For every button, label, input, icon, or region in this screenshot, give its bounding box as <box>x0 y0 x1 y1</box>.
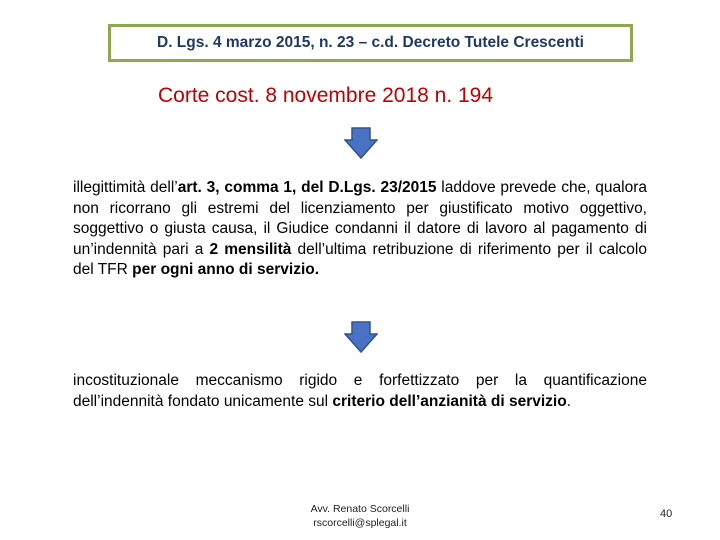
header-title-box <box>108 24 633 62</box>
footer-author-name: Avv. Renato Scorcelli <box>310 503 410 515</box>
text-run: laddove prevede che, qualora non ricorrano gli estremi del licenziamento per giustificato motivo oggettivo, soggettivo o giusta causa, il Giudice condanni il datore di lavoro al pagamento di un’indennità pari a <box>73 179 647 258</box>
bold-text-run: 2 mensilità <box>209 240 292 258</box>
subtitle: Corte cost. 8 novembre 2018 n. 194 <box>158 84 494 107</box>
bold-text-run: criterio dell’anzianità di servizio <box>332 392 567 410</box>
bold-text-run: art. 3, comma 1, del D.Lgs. 23/2015 <box>177 179 437 196</box>
down-arrow-icon <box>344 127 378 159</box>
paragraph-illegittimita <box>73 178 647 281</box>
text-run: dell’ultima retribuzione di riferimento per il calcolo del TFR <box>73 240 647 278</box>
paragraph-incostituzionale <box>73 371 647 412</box>
text-run: incostituzionale meccanismo rigido e forfettizzato per la quantificazione dell’indennità fondato unicamente sul <box>73 372 647 410</box>
bold-text-run: per ogni anno di servizio. <box>132 261 320 278</box>
footer-author-block <box>288 502 432 530</box>
footer-author-email: rscorcelli@splegal.it <box>313 517 407 529</box>
text-run: . <box>566 392 571 410</box>
page-number: 40 <box>660 508 673 520</box>
text-run: illegittimità dell’ <box>73 179 178 196</box>
down-arrow-icon <box>344 321 378 353</box>
header-title: D. Lgs. 4 marzo 2015, n. 23 – c.d. Decreto Tutele Crescenti <box>157 34 584 51</box>
